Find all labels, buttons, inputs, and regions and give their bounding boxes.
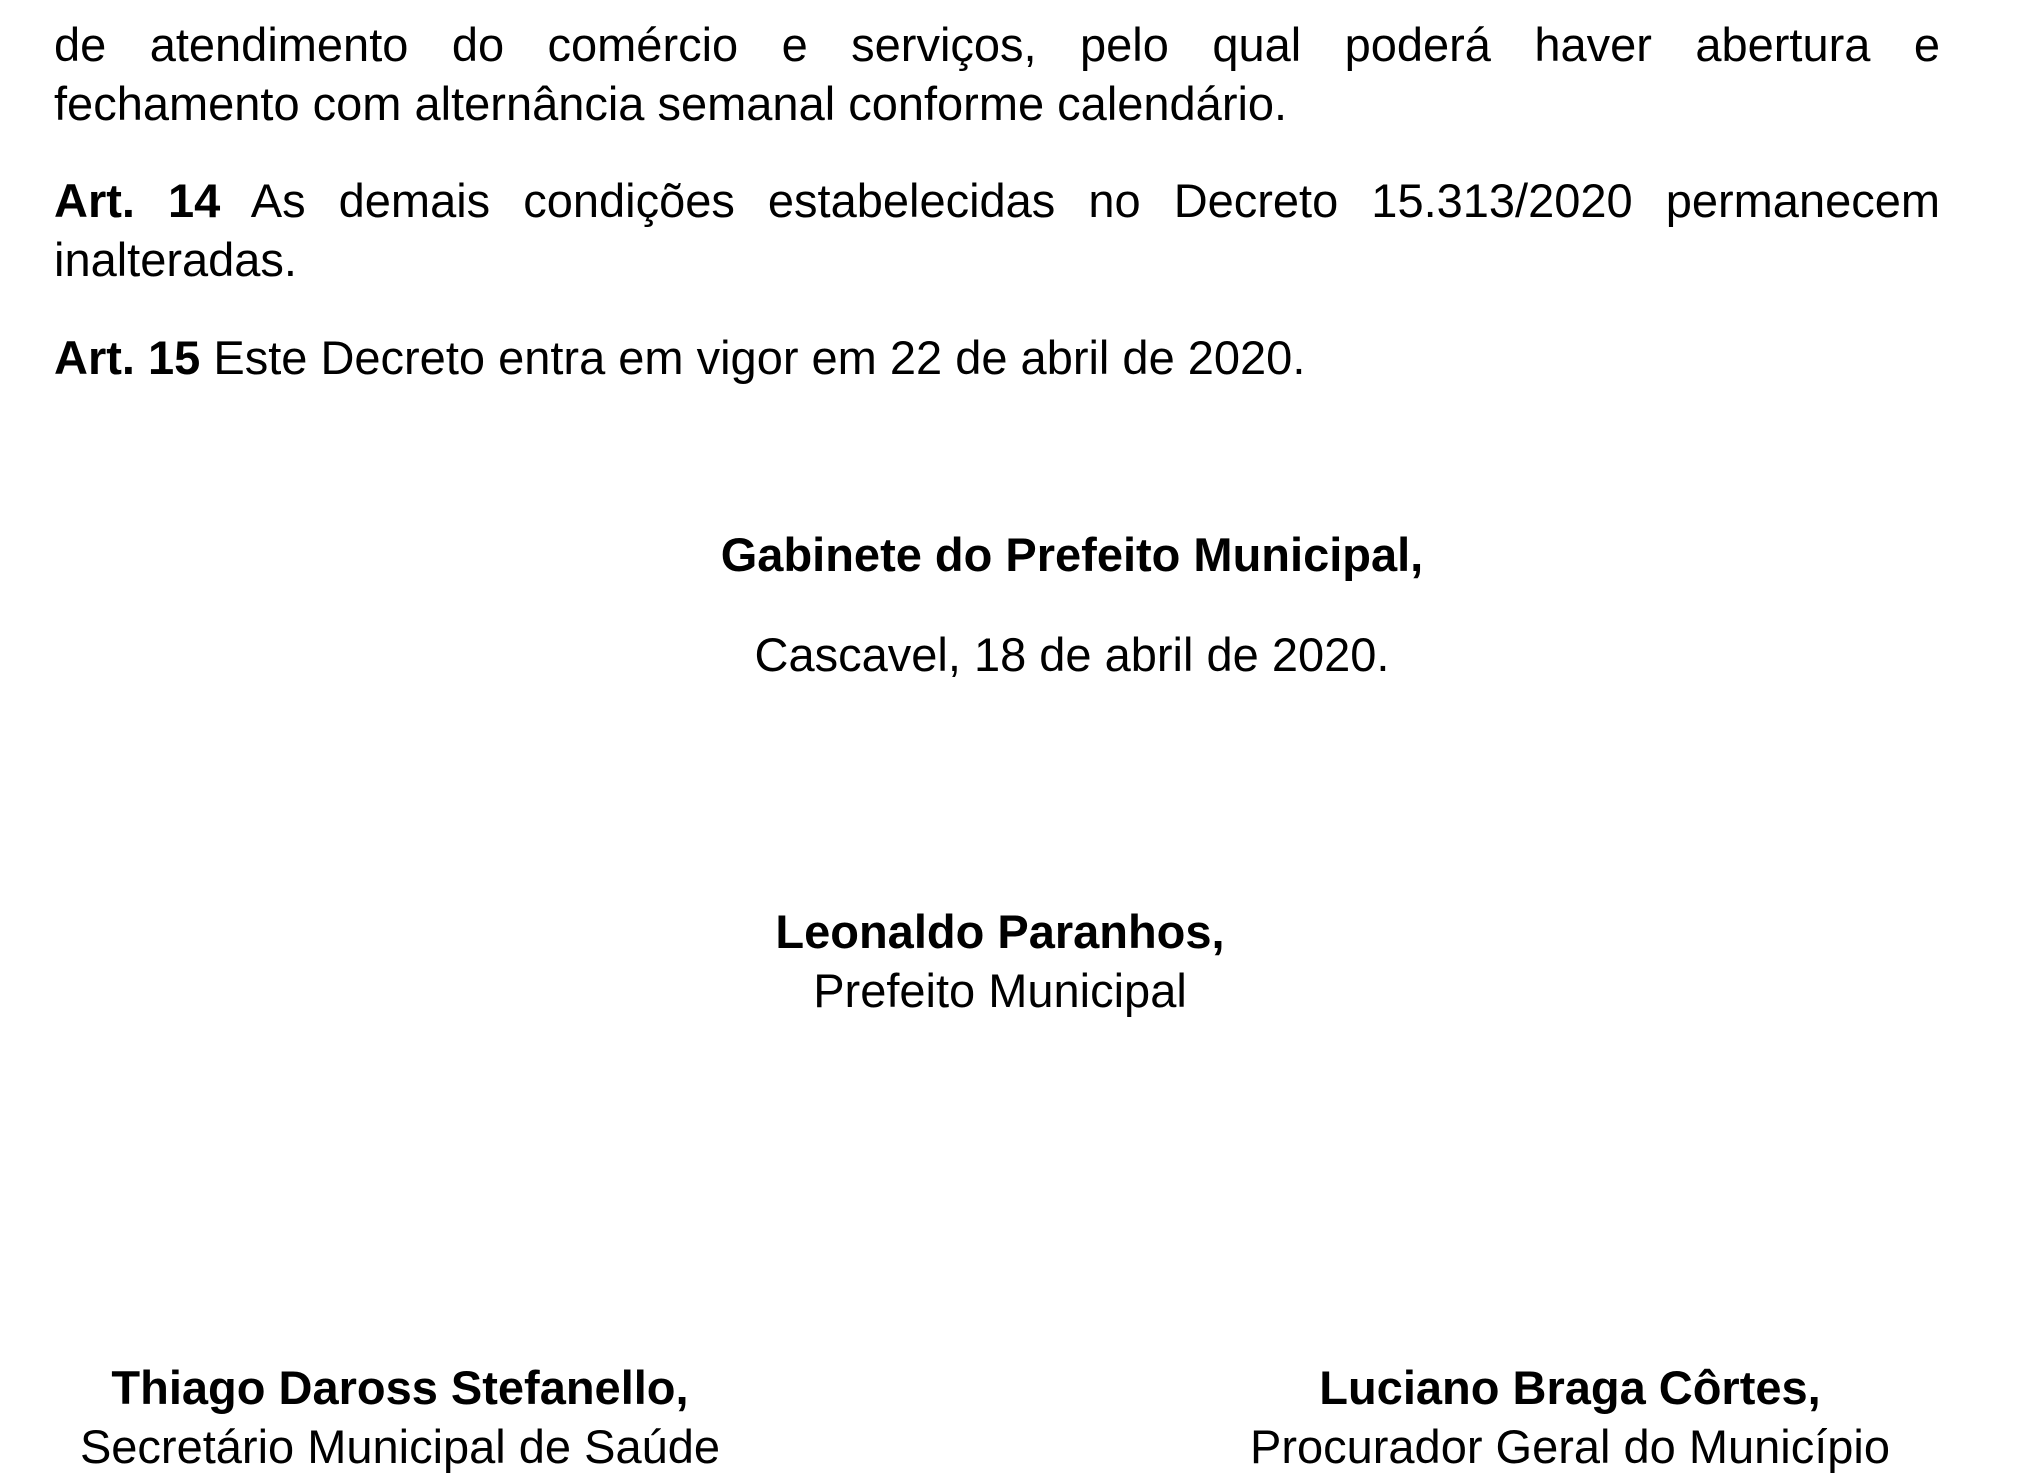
article-text: Este Decreto entra em vigor em 22 de abril de 2020. — [213, 331, 1306, 384]
signatory-name: Luciano Braga Côrtes, — [1319, 1361, 1821, 1414]
signatory-title: Secretário Municipal de Saúde — [79, 1420, 721, 1473]
closing-office: Gabinete do Prefeito Municipal, — [720, 528, 1424, 581]
article-label: Art. 14 — [54, 174, 221, 227]
paragraph-continuation — [54, 15, 1940, 133]
signatory-name: Leonaldo Paranhos, — [775, 905, 1225, 958]
closing-place-date: Cascavel, 18 de abril de 2020. — [754, 628, 1390, 681]
signature-attorney-general — [1200, 1358, 1940, 1476]
article-14-line2: inalteradas. — [54, 233, 297, 286]
article-text: As demais condições estabelecidas no Decreto 15.313/2020 permanecem — [250, 174, 1941, 227]
article-15 — [54, 328, 1940, 387]
article-14-line1 — [54, 171, 1940, 230]
article-label: Art. 15 — [54, 331, 201, 384]
signature-mayor — [600, 902, 1400, 1020]
signatory-name: Thiago Daross Stefanello, — [111, 1361, 689, 1414]
article-14 — [54, 171, 1940, 289]
article-15-line — [54, 328, 1940, 387]
paragraph-line: de atendimento do comércio e serviços, pelo qual poderá haver abertura e — [54, 18, 1940, 71]
paragraph-line: fechamento com alternância semanal conforme calendário. — [54, 77, 1288, 130]
signature-health-secretary — [30, 1358, 770, 1476]
signatory-title: Prefeito Municipal — [813, 964, 1187, 1017]
signatory-title: Procurador Geral do Município — [1249, 1420, 1891, 1473]
